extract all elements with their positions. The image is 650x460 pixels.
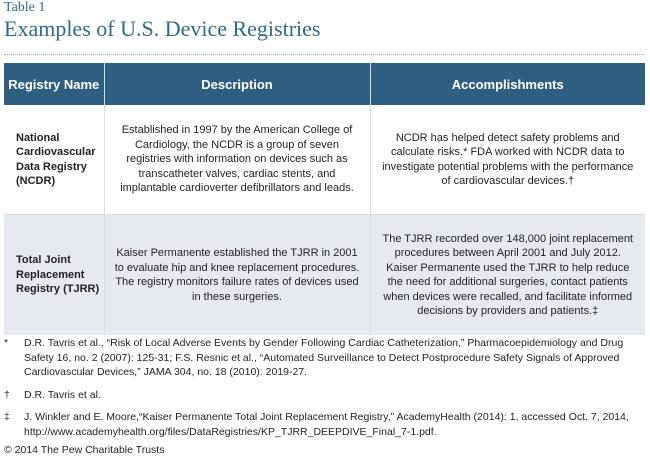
table-header-row [4, 63, 645, 105]
title-divider [4, 54, 644, 55]
description-cell: Established in 1997 by the American College of Cardiology, the NCDR is a group of seven registries with information on devices such as transcatheter valves, cardiac stents, and implantable cardioverter defibrillators and leads. [104, 105, 370, 215]
table-label: Table 1 [4, 0, 46, 15]
registry-name-cell: National Cardiovascular Data Registry (NCDR) [4, 105, 104, 215]
footnote-symbol: ‡ [4, 411, 10, 423]
column-header-name: Registry Name [4, 63, 104, 105]
registry-name-cell: Total Joint Replacement Registry (TJRR) [4, 215, 104, 336]
column-header-accomplishments: Accomplishments [370, 63, 645, 105]
footnote-3 [4, 410, 644, 439]
accomplishments-cell: The TJRR recorded over 148,000 joint replacement procedures between April 2001 and July 2012. Kaiser Permanente used the TJRR to help reduce the need for additional surgeries, contact patients when devices were recalled, and facilitate informed decisions by providers and patients.‡ [370, 215, 645, 336]
copyright-notice: © 2014 The Pew Charitable Trusts [4, 444, 165, 456]
footnote-text: D.R. Tavris et al. [24, 389, 101, 401]
footnote-text: D.R. Tavris et al., “Risk of Local Adverse Events by Gender Following Cardiac Catheterization,” Pharmacoepidemiology and Drug Safety 16, no. 2 (2007): 125-31; F.S. Resnic et al., “Automated Surveillance to Detect Postprocedure Safety Signals of Approved Cardiovascular Devices,” JAMA 304, no. 18 (2010): 2019-27. [24, 337, 624, 378]
table-row [4, 215, 645, 336]
footnote-2 [4, 388, 644, 403]
table-title: Examples of U.S. Device Registries [4, 16, 321, 41]
table-row [4, 105, 645, 215]
accomplishments-cell: NCDR has helped detect safety problems and calculate risks.* FDA worked with NCDR data to investigate potential problems with the performance of cardiovascular devices.† [370, 105, 645, 215]
column-header-description: Description [104, 63, 370, 105]
description-cell: Kaiser Permanente established the TJRR in 2001 to evaluate hip and knee replacement procedures. The registry monitors failure rates of devices used in these surgeries. [104, 215, 370, 336]
footnote-text: J. Winkler and E. Moore,“Kaiser Permanente Total Joint Replacement Registry,” AcademyHealth (2014): 1, accessed Oct. 7, 2014, http://www.academyhealth.org/files/DataRegistries/KP_TJRR_DEEPDIVE_Final_7-1.pdf. [24, 411, 629, 438]
footnote-1 [4, 336, 644, 380]
footnote-symbol: † [4, 389, 10, 401]
footnote-symbol: * [4, 337, 9, 349]
registries-table [4, 63, 645, 335]
